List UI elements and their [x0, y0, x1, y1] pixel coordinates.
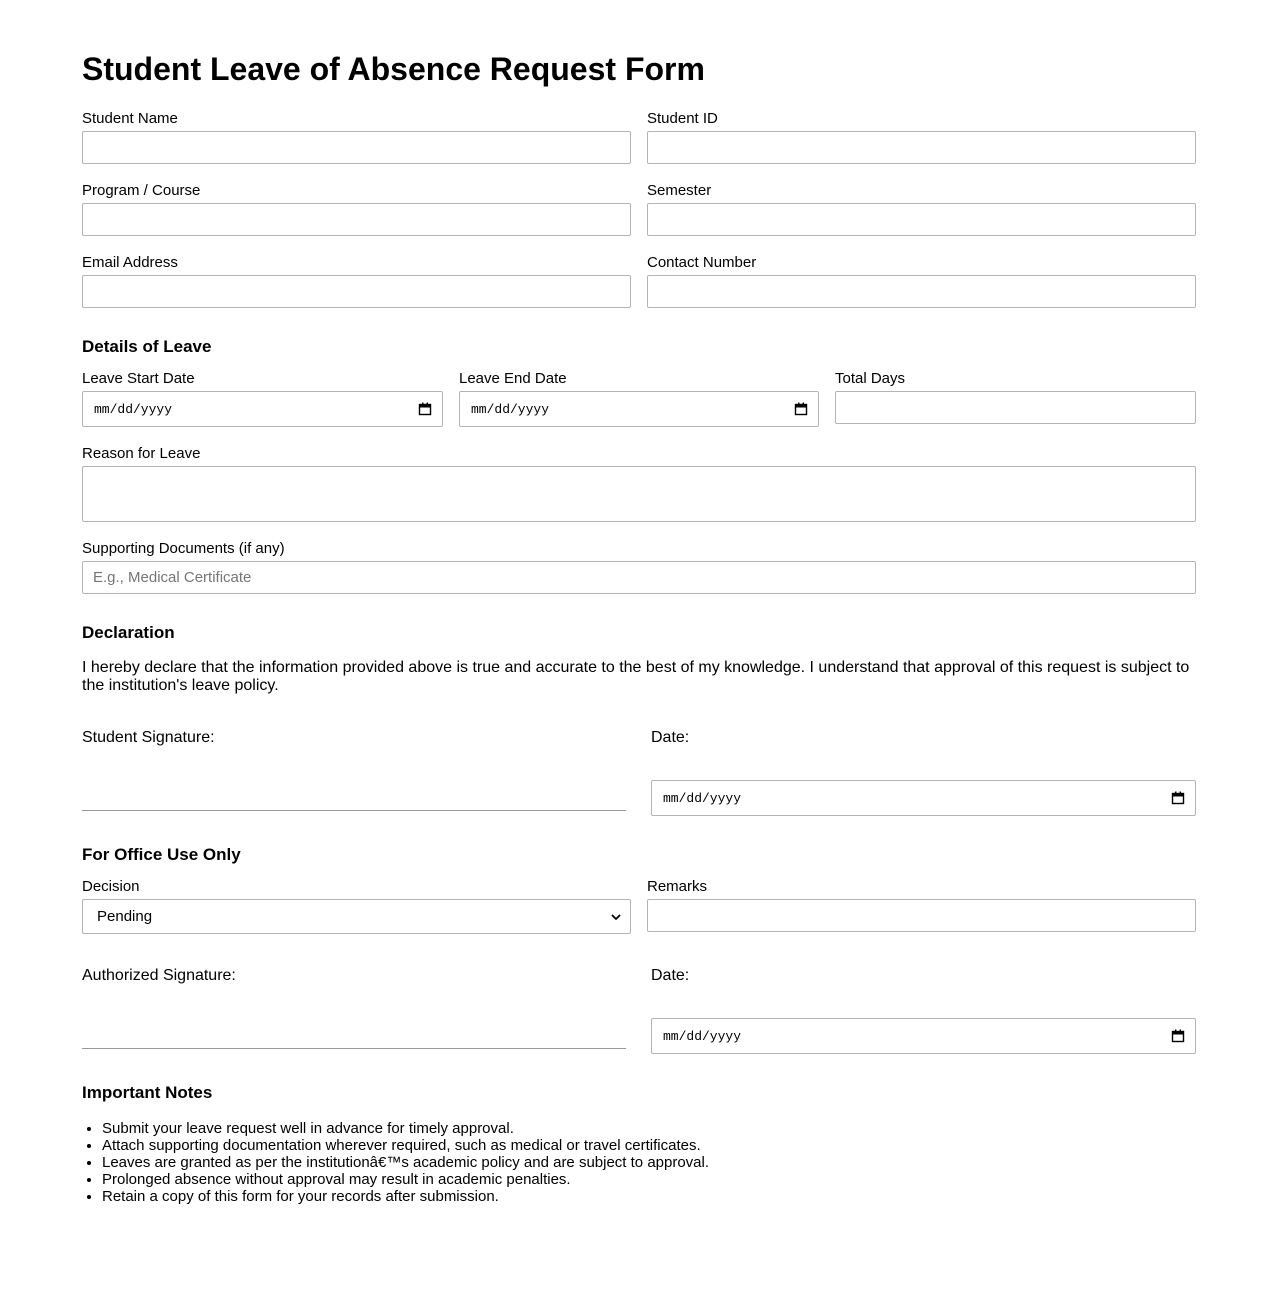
list-item: • Prolonged absence without approval may result in academic penalties. [102, 1171, 1216, 1188]
calendar-icon[interactable] [418, 402, 432, 416]
leave-start-label: Leave Start Date [82, 370, 195, 387]
reason-textarea[interactable] [82, 466, 1196, 522]
leave-start-date-input[interactable] [82, 391, 443, 427]
total-days-input[interactable] [835, 391, 1196, 424]
declaration-text: I hereby declare that the information provided above is true and accurate to the best of my knowledge. I understand that approval of this request is subject to the institution's leave policy. [82, 659, 1190, 694]
remarks-input[interactable] [647, 899, 1196, 932]
email-label: Email Address [82, 254, 178, 271]
decision-label: Decision [82, 878, 140, 895]
student-date-input[interactable] [651, 780, 1196, 816]
student-date-placeholder: mm/dd/yyyy [663, 790, 742, 806]
authorized-signature-line[interactable] [82, 1048, 626, 1049]
total-days-label: Total Days [835, 370, 906, 387]
program-label: Program / Course [82, 182, 201, 199]
student-signature-line[interactable] [82, 810, 626, 811]
leave-section-title: Details of Leave [82, 337, 212, 356]
list-item: • Retain a copy of this form for your records after submission. [102, 1188, 1216, 1205]
chevron-down-icon [610, 911, 622, 923]
office-date-placeholder: mm/dd/yyyy [663, 1028, 742, 1044]
documents-label: Supporting Documents (if any) [82, 540, 285, 557]
office-date-input[interactable] [651, 1018, 1196, 1054]
program-input[interactable] [82, 203, 631, 236]
student-name-label: Student Name [82, 110, 178, 127]
authorized-signature-label: Authorized Signature: [82, 967, 236, 984]
office-section-title: For Office Use Only [82, 845, 241, 864]
leave-end-label: Leave End Date [459, 370, 567, 387]
list-item: • Attach supporting documentation wherever required, such as medical or travel certificates. [102, 1137, 1216, 1154]
contact-label: Contact Number [647, 254, 757, 271]
student-name-input[interactable] [82, 131, 631, 164]
leave-start-date-placeholder: mm/dd/yyyy [94, 401, 173, 417]
decision-select[interactable] [82, 899, 631, 934]
contact-input[interactable] [647, 275, 1196, 308]
decision-selected-value: Pending [97, 908, 153, 925]
page-title: Student Leave of Absence Request Form [82, 51, 705, 87]
documents-placeholder: E.g., Medical Certificate [93, 569, 252, 586]
calendar-icon[interactable] [794, 402, 808, 416]
notes-list [82, 1120, 1216, 1205]
remarks-label: Remarks [647, 878, 708, 895]
student-id-label: Student ID [647, 110, 718, 127]
documents-input[interactable] [82, 561, 1196, 594]
reason-label: Reason for Leave [82, 445, 201, 462]
email-input[interactable] [82, 275, 631, 308]
semester-input[interactable] [647, 203, 1196, 236]
notes-section-title: Important Notes [82, 1083, 213, 1102]
leave-end-date-input[interactable] [459, 391, 819, 427]
declaration-section-title: Declaration [82, 623, 175, 642]
student-date-label: Date: [651, 729, 690, 746]
calendar-icon[interactable] [1171, 1029, 1185, 1043]
student-id-input[interactable] [647, 131, 1196, 164]
student-signature-label: Student Signature: [82, 729, 215, 746]
list-item: • Leaves are granted as per the institutionâ€™s academic policy and are subject to approval. [102, 1154, 1216, 1171]
leave-end-date-placeholder: mm/dd/yyyy [471, 401, 550, 417]
list-item: • Submit your leave request well in advance for timely approval. [102, 1120, 1216, 1137]
office-date-label: Date: [651, 967, 690, 984]
calendar-icon[interactable] [1171, 791, 1185, 805]
semester-label: Semester [647, 182, 712, 199]
